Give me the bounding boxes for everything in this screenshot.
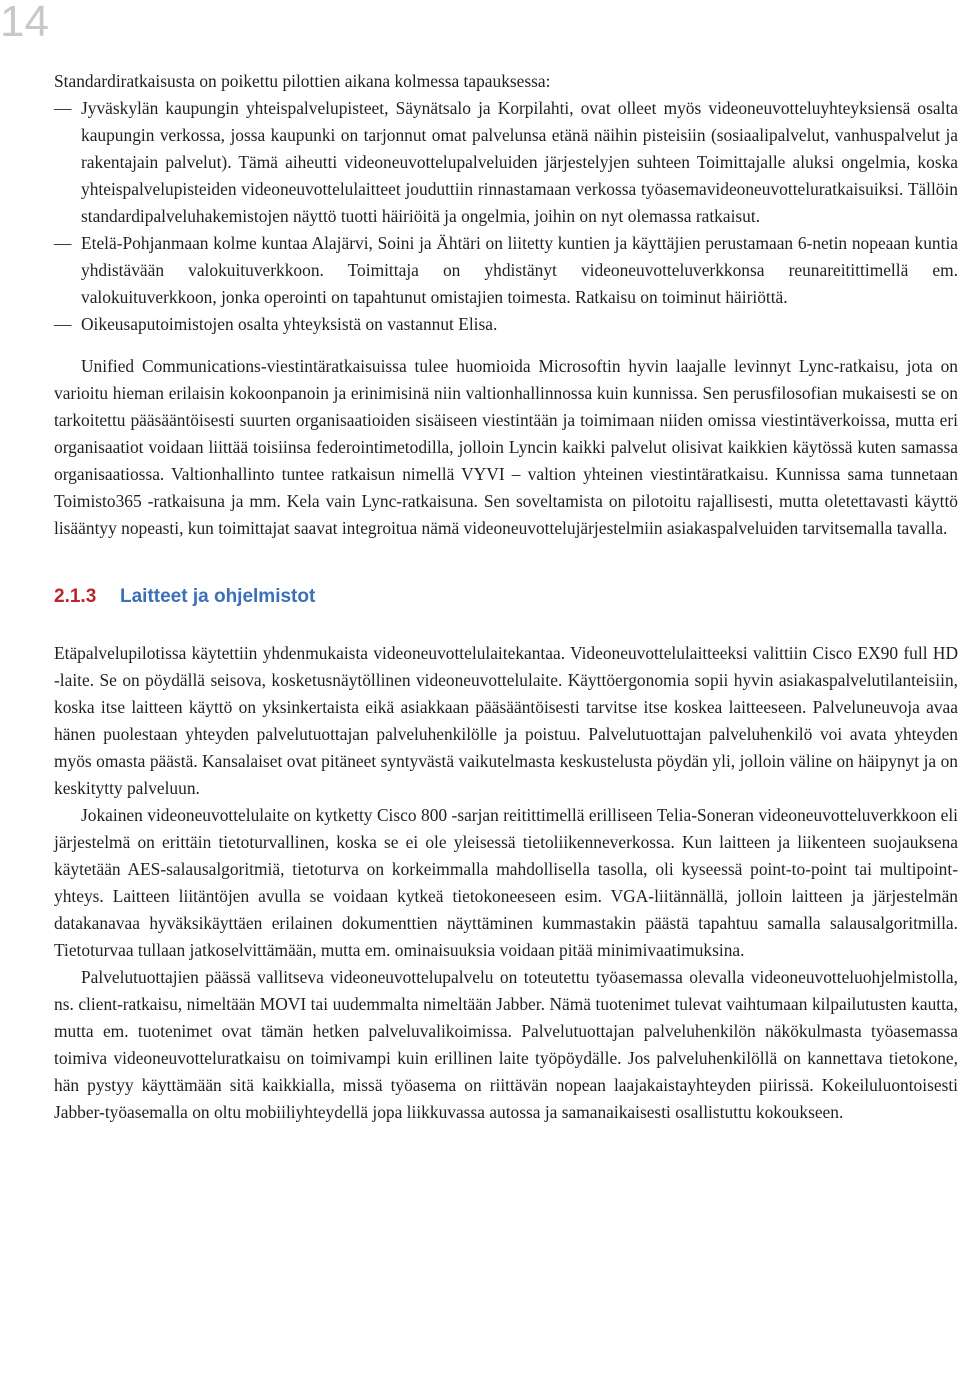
section-paragraph: Palvelutuottajien päässä vallitseva videoneuvottelupalvelu on toteutettu työasemassa olevalla videoneuvotteluohjelmistolla, ns. client-ratkaisu, nimeltään MOVI tai uudemmalta nimeltään Jabber. Nämä tuotenimet tulevat vaihtumaan kilpailutusten kautta, mutta em. tuotenimet ovat tämän hetken palveluvalikoimissa. Palvelutuottajan palveluhenkilön näkökulmasta työasemassa toimiva videoneuvotteluratkaisu on toimivampi kuin erillinen laite työpöydälle. Jos palveluhenkilöllä on kannettava tietokone, hän pystyy käyttämään sitä kaikkialla, missä työasema on riittävän nopean laajakaistayhteyden piirissä. Kokeiluluontoisesti Jabber-työasemalla on oltu mobiiliyhteydellä jopa liikkuvassa autossa ja samanaikaisesti osallistuttu kokoukseen. (54, 967, 958, 1122)
list-item: — Etelä-Pohjanmaan kolme kuntaa Alajärvi, Soini ja Ähtäri on liitetty kuntien ja käyttäjien perustamaan 6-netin nopeaan kuntia yhdistävään valokuituverkkoon. Toimittaja on yhdistänyt videoneuvotteluverkkonsa reunareitittimellä em. valokuituverkkoon, jonka operointi on tapahtunut omistajien toimesta. Ratkaisu on toiminut häiriöttä. (54, 230, 958, 311)
section-paragraph: Jokainen videoneuvottelulaite on kytketty Cisco 800 -sarjan reitittimellä erilliseen Telia-Soneran videoneuvotteluverkkoon eli järjestelmä on erittäin tietoturvallinen, koska se ei ole yleisessä tietoliikenneverkossa. Kun laitteen ja liikenteen suojauksena käytetään AES-salausalgoritmiä, tietoturva on korkeimmalla mahdollisella tasolla, oli kyseessä point-to-point tai multipoint-yhteys. Laitteen liitäntöjen avulla se voidaan kytkeä tietokoneeseen esim. VGA-liitännällä, jolloin laitteen ja järjestelmän datakanavaa hyväksikäyttäen erilainen dokumenttien näyttäminen kummastakin päästä tapahtuu samalla salausalgoritmilla. Tietoturvaa tullaan jatkoselvittämään, mutta em. ominaisuuksia voidaan pitää minimivaatimuksina. (54, 805, 958, 960)
section-number: 2.1.3 (54, 586, 97, 607)
exception-list (54, 95, 958, 338)
section-heading (54, 583, 958, 610)
intro-paragraph: Standardiratkaisusta on poikettu pilottien aikana kolmessa tapauksessa: (54, 71, 551, 91)
list-item: — Oikeusaputoimistojen osalta yhteyksistä on vastannut Elisa. (54, 311, 958, 338)
uc-paragraph: Unified Communications-viestintäratkaisuissa tulee huomioida Microsoftin hyvin laajalle levinnyt Lync-ratkaisu, jota on varioitu hieman erilaisin kokoonpanoin ja erinimisinä niin valtionhallinnossa kuin kunnissa. Sen perusfilosofian mukaisesti se on tarkoitettu pääsääntöisesti suurten organisaatioiden sisäiseen viestintään ja toimimaan niiden omissa viestintäverkoissa, mutta eri organisaatiot voidaan liittää toisiinsa federointimetodilla, jolloin Lyncin kaikki palvelut olisivat kaikkien käytössä kuten samassa organisaatiossa. Valtionhallinto tuntee ratkaisun nimellä VYVI – valtion yhteinen viestintäratkaisu. Kunnissa sama tunnetaan Toimisto365 -ratkaisuna ja mm. Kela vain Lync-ratkaisuna. Sen soveltamista on pilotoitu rajallisesti, mutta oletettavasti käyttö lisääntyy nopeasti, kun toimittajat saavat integroitua nämä videoneuvottelujärjestelmiin asiakaspalveluiden tarvitsemalla tavalla. (54, 356, 958, 538)
document-body (54, 68, 958, 1126)
section-paragraph: Etäpalvelupilotissa käytettiin yhdenmukaista videoneuvottelulaitekantaa. Videoneuvottelulaitteeksi valittiin Cisco EX90 full HD -laite. Se on pöydällä seisova, kosketusnäytöllinen videoneuvottelulaite. Käyttöergonomia sopii hyvin asiakaspalvelutilanteisiin, koska itse laitteen käyttö on yksinkertaista eikä asiakkaan pääsääntöisesti tarvitse itse koskea laitteeseen. Palveluneuvoja avaa hänen puolestaan yhteyden palvelutuottajan palveluhenkilölle ja poistuu. Palvelutuottajan palveluhenkilö voi avata yhteyden myös omasta päästä. Kansalaiset ovat pitäneet syntyvästä vaikutelmasta keskustelusta pöydän yli, jolloin väline on häipynyt ja on keskitytty palveluun. (54, 643, 958, 798)
list-item: — Jyväskylän kaupungin yhteispalvelupisteet, Säynätsalo ja Korpilahti, ovat olleet myös videoneuvotteluyhteyksiensä osalta kaupungin verkossa, jossa kaupunki on tarjonnut omat palvelunsa etänä näihin pisteisiin (sosiaalipalvelut, vanhuspalvelut ja rakentajain palvelut). Tämä aiheutti videoneuvottelupalveluiden järjestelyjen suhteen Toimittajalle aluksi ongelmia, koska yhteispalvelupisteiden videoneuvottelulaitteet jouduttiin rinnastamaan verkossa työasemavideoneuvotteluratkaisuiksi. Tällöin standardipalveluhakemistojen näyttö tuotti häiriöitä ja ongelmia, joihin on nyt olemassa ratkaisut. (54, 95, 958, 230)
section-title: Laitteet ja ohjelmistot (120, 586, 316, 607)
page-number: 14 (0, 0, 49, 46)
